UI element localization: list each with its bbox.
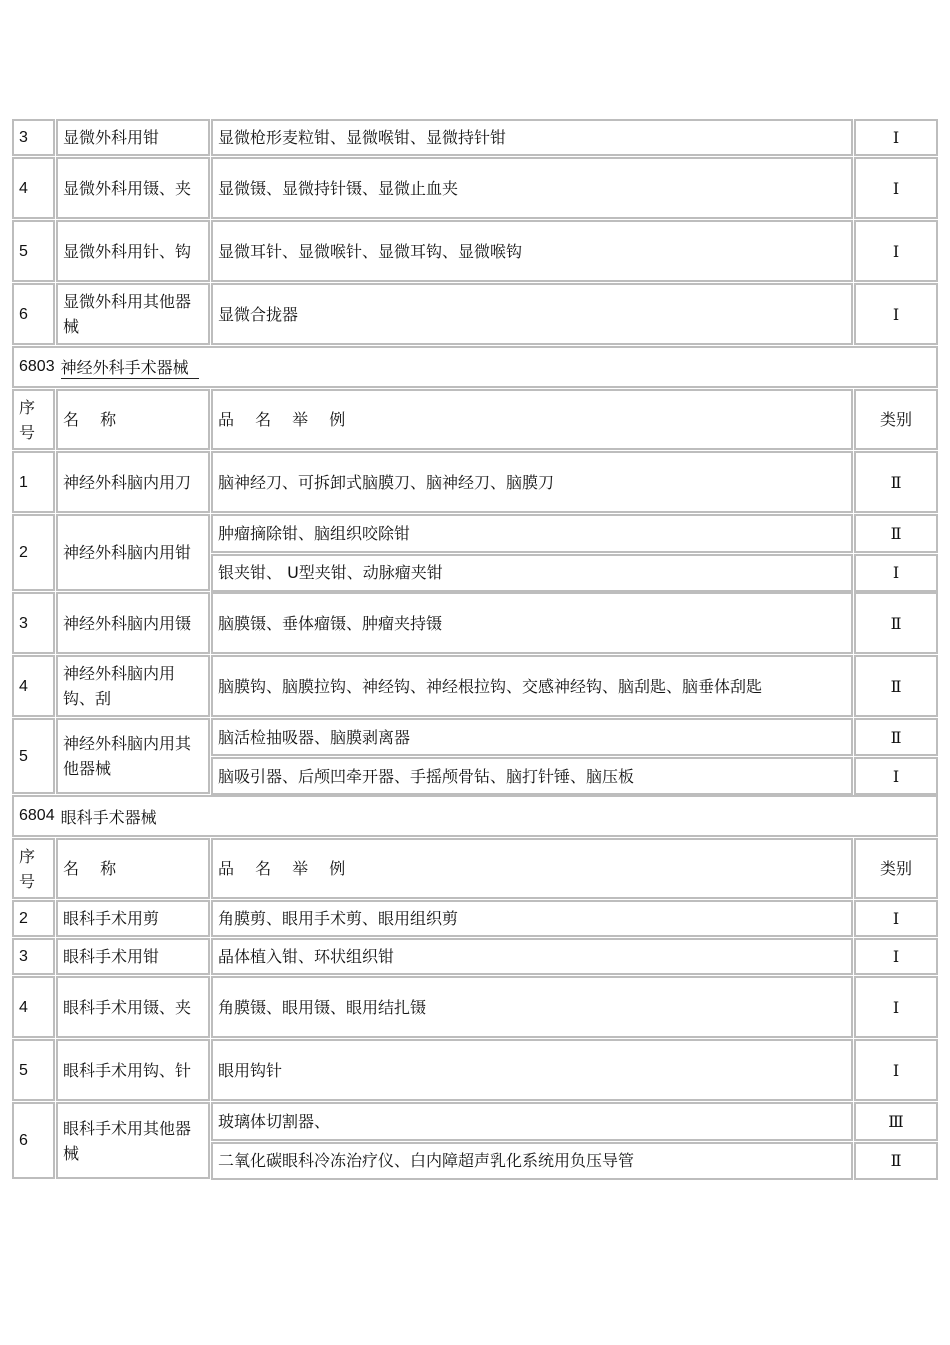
header-number: 序号 — [12, 389, 55, 450]
table-row — [12, 119, 939, 157]
header-number: 序号 — [12, 838, 55, 899]
product-examples-group — [211, 514, 854, 592]
product-examples: 脑活检抽吸器、脑膜剥离器 — [211, 718, 853, 756]
table-row — [12, 938, 939, 976]
row-number: 5 — [12, 718, 55, 794]
category-name: 神经外科脑内用钩、刮 — [56, 655, 210, 717]
product-examples: 脑神经刀、可拆卸式脑膜刀、脑神经刀、脑膜刀 — [211, 451, 853, 513]
product-examples: 显微合拢器 — [211, 283, 853, 345]
category-name: 显微外科用镊、夹 — [56, 157, 210, 219]
category-name: 眼科手术用钩、针 — [56, 1039, 210, 1101]
device-class: Ⅰ — [854, 119, 938, 156]
table-row — [12, 1039, 939, 1102]
header-name: 名 称 — [56, 389, 210, 450]
table-row — [12, 157, 939, 220]
table-row — [12, 718, 939, 795]
device-class: Ⅱ — [854, 514, 938, 553]
device-class-group — [854, 718, 939, 795]
device-class: Ⅲ — [854, 1102, 938, 1141]
device-class: Ⅰ — [854, 938, 938, 975]
category-name: 眼科手术用钳 — [56, 938, 210, 975]
row-number: 6 — [12, 283, 55, 345]
section-code: 6804 — [19, 807, 55, 824]
device-class: Ⅰ — [854, 1039, 938, 1101]
product-examples: 脑膜钩、脑膜拉钩、神经钩、神经根拉钩、交感神经钩、脑刮匙、脑垂体刮匙 — [211, 655, 853, 717]
category-name: 显微外科用针、钩 — [56, 220, 210, 282]
product-examples-group — [211, 1102, 854, 1180]
category-name: 显微外科用其他器械 — [56, 283, 210, 345]
section-header-6803 — [12, 346, 938, 388]
device-class: Ⅰ — [854, 757, 938, 795]
device-class: Ⅱ — [854, 655, 938, 717]
row-number: 3 — [12, 119, 55, 156]
device-class: Ⅱ — [854, 718, 938, 756]
row-number: 5 — [12, 220, 55, 282]
product-examples-group — [211, 718, 854, 795]
row-number: 1 — [12, 451, 55, 513]
row-number: 2 — [12, 514, 55, 591]
category-name: 神经外科脑内用钳 — [56, 514, 210, 591]
product-examples: 角膜镊、眼用镊、眼用结扎镊 — [211, 976, 853, 1038]
row-number: 3 — [12, 592, 55, 654]
header-examples: 品 名 举 例 — [211, 838, 853, 899]
row-number: 3 — [12, 938, 55, 975]
product-examples: 显微枪形麦粒钳、显微喉钳、显微持针钳 — [211, 119, 853, 156]
row-number: 5 — [12, 1039, 55, 1101]
row-number: 4 — [12, 976, 55, 1038]
device-class: Ⅱ — [854, 592, 938, 654]
section-code: 6803 — [19, 358, 55, 375]
device-class: Ⅰ — [854, 220, 938, 282]
device-class-group — [854, 514, 939, 592]
category-name: 神经外科脑内用其他器械 — [56, 718, 210, 794]
table-row — [12, 514, 939, 592]
row-number: 2 — [12, 900, 55, 937]
table-row — [12, 1102, 939, 1180]
category-name: 眼科手术用其他器械 — [56, 1102, 210, 1179]
row-number: 6 — [12, 1102, 55, 1179]
device-class: Ⅰ — [854, 157, 938, 219]
table-row — [12, 976, 939, 1039]
device-classification-table — [12, 119, 939, 1180]
category-name: 显微外科用钳 — [56, 119, 210, 156]
section-title: 神经外科手术器械 — [61, 355, 199, 379]
device-class: Ⅰ — [854, 900, 938, 937]
product-examples: 肿瘤摘除钳、脑组织咬除钳 — [211, 514, 853, 553]
device-class-group — [854, 1102, 939, 1180]
category-name: 神经外科脑内用刀 — [56, 451, 210, 513]
header-class: 类别 — [854, 389, 938, 450]
product-examples: 显微镊、显微持针镊、显微止血夹 — [211, 157, 853, 219]
header-class: 类别 — [854, 838, 938, 899]
table-header-row — [12, 838, 939, 900]
section-header-6804 — [12, 795, 938, 837]
table-row — [12, 592, 939, 655]
table-row — [12, 283, 939, 346]
header-examples: 品 名 举 例 — [211, 389, 853, 450]
row-number: 4 — [12, 157, 55, 219]
category-name: 神经外科脑内用镊 — [56, 592, 210, 654]
table-row — [12, 220, 939, 283]
product-examples: 眼用钩针 — [211, 1039, 853, 1101]
device-class: Ⅰ — [854, 554, 938, 593]
section-title: 眼科手术器械 — [60, 807, 157, 827]
device-class: Ⅱ — [854, 1142, 938, 1181]
device-class: Ⅱ — [854, 451, 938, 513]
device-class: Ⅰ — [854, 976, 938, 1038]
product-examples: 脑吸引器、后颅凹牵开器、手摇颅骨钻、脑打针锤、脑压板 — [211, 757, 853, 795]
device-class: Ⅰ — [854, 283, 938, 345]
category-name: 眼科手术用剪 — [56, 900, 210, 937]
table-header-row — [12, 389, 939, 451]
table-row — [12, 451, 939, 514]
product-examples: 脑膜镊、垂体瘤镊、肿瘤夹持镊 — [211, 592, 853, 654]
header-name: 名 称 — [56, 838, 210, 899]
product-examples: 晶体植入钳、环状组织钳 — [211, 938, 853, 975]
category-name: 眼科手术用镊、夹 — [56, 976, 210, 1038]
product-examples: 玻璃体切割器、 — [211, 1102, 853, 1141]
row-number: 4 — [12, 655, 55, 717]
table-row — [12, 900, 939, 938]
product-examples: 二氧化碳眼科冷冻治疗仪、白内障超声乳化系统用负压导管 — [211, 1142, 853, 1181]
product-examples: 银夹钳、 U型夹钳、动脉瘤夹钳 — [211, 554, 853, 593]
product-examples: 角膜剪、眼用手术剪、眼用组织剪 — [211, 900, 853, 937]
product-examples: 显微耳针、显微喉针、显微耳钩、显微喉钩 — [211, 220, 853, 282]
table-row — [12, 655, 939, 718]
